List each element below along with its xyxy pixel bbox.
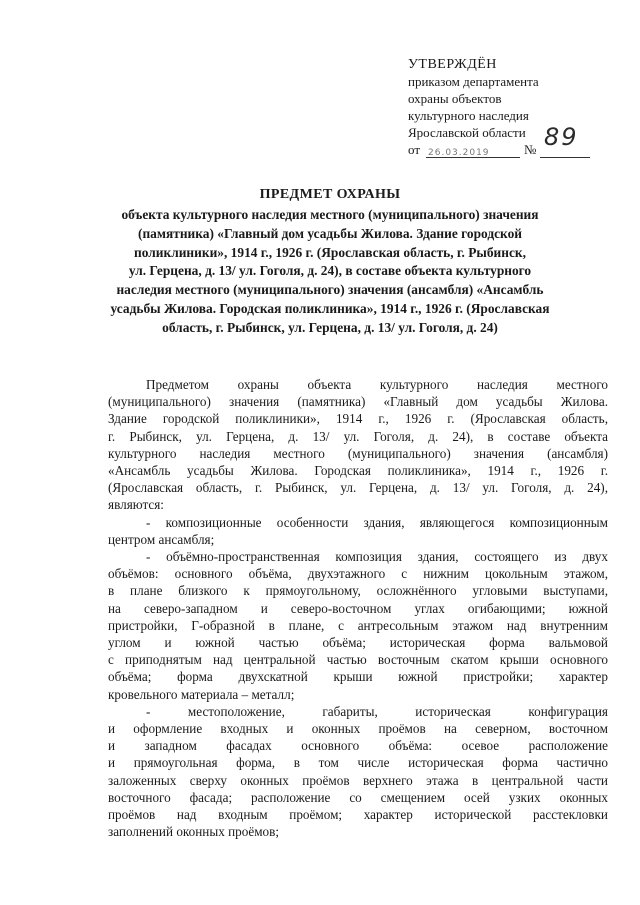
intro-line: Предметом охраны объекта культурного наследия местного — [146, 377, 608, 392]
number-label: № — [524, 142, 537, 157]
document-subtitle — [82, 206, 578, 338]
approval-line: охраны объектов — [408, 91, 502, 106]
document-title: ПРЕДМЕТ ОХРАНЫ — [259, 187, 401, 202]
item-volume-line: - объёмно-пространственная композиция здания, состоящего из двух — [146, 549, 608, 565]
handwritten-number: 89 — [544, 123, 579, 151]
item-volume-line: в плане близкого к прямоугольному, осложнённого угловыми выступами, — [108, 583, 608, 599]
item-openings-line: восточного фасада; расположение со смещением осей узких оконных — [108, 789, 608, 805]
approval-heading: УТВЕРЖДЁН — [408, 57, 497, 72]
item-openings-line: проёмов над входным проёмом; характер исторической расстекловки — [108, 807, 608, 823]
item-volume-line: кровельного материала – металл; — [108, 686, 295, 702]
item-volume-line: пристройки, Г-образной в плане, с антресольным этажом над внутренним — [108, 617, 608, 633]
item-volume-line: объёмов: основного объёма, двухэтажного с нижним цокольным этажом, — [108, 566, 608, 582]
intro-line: «Ансамбль усадьбы Жилова. Городская поликлиника», 1914 г., 1926 г. — [108, 463, 608, 479]
item-openings-line: заполнений оконных проёмов; — [108, 824, 280, 840]
item-composition-line: - композиционные особенности здания, являющегося композиционным — [146, 514, 608, 530]
item-volume-line: углом и южной частью объёма; историческая форма вальмовой — [108, 635, 608, 651]
item-volume-line: с приподнятым над центральной частью восточным скатом крыши основного — [108, 652, 608, 668]
subtitle-line: ул. Герцена, д. 13/ ул. Гоголя, д. 24), в составе объекта культурного — [128, 263, 532, 279]
handwritten-date: 26.03.2019 — [428, 148, 490, 158]
subtitle-line: наследия местного (муниципального) значения (ансамбля) «Ансамбль — [116, 282, 544, 298]
subtitle-line: область, г. Рыбинск, ул. Герцена, д. 13/ ул. Гоголя, д. 24) — [162, 319, 498, 335]
item-openings-line: - местоположение, габариты, историческая конфигурация — [146, 703, 608, 719]
item-openings-line: и прямоугольная форма, в том числе историческая форма частично — [108, 755, 608, 771]
subtitle-line: объекта культурного наследия местного (муниципального) значения — [121, 207, 539, 222]
intro-line: являются: — [108, 497, 164, 513]
item-openings-line: и западном фасадах основного объёма: осевое расположение — [108, 738, 608, 754]
subtitle-line: поликлиники», 1914 г., 1926 г. (Ярославская область, г. Рыбинск, — [134, 244, 526, 260]
approval-line: приказом департамента — [408, 74, 539, 89]
approval-block — [408, 56, 618, 161]
intro-line: г. Рыбинск, ул. Герцена, д. 13/ ул. Гоголя, д. 24), в составе объекта — [108, 428, 608, 444]
intro-line: (муниципального) значения (памятника) «Главный дом усадьбы Жилова. — [108, 394, 608, 410]
number-underline — [540, 157, 590, 158]
item-openings-line: заложенных сверху оконных проёмов верхнего этажа в центральной части — [108, 772, 608, 788]
from-label: от — [408, 142, 421, 157]
document-body — [108, 376, 608, 840]
item-composition-line: центром ансамбля; — [108, 531, 215, 547]
subtitle-line: усадьбы Жилова. Городская поликлиника», 1914 г., 1926 г. (Ярославская — [110, 300, 550, 316]
item-openings-line: и оформление входных и оконных проёмов на северном, восточном — [108, 721, 608, 737]
approval-line: Ярославской области — [408, 125, 526, 140]
intro-line: культурного наследия местного (муниципального) значения (ансамбля) — [108, 445, 608, 461]
approval-line: культурного наследия — [408, 108, 529, 123]
item-volume-line: объёма; форма двухскатной крыши южной пристройки; характер — [108, 669, 608, 685]
intro-line: (Ярославская область, г. Рыбинск, ул. Герцена, д. 13/ ул. Гоголя, д. 24), — [108, 480, 608, 496]
item-volume-line: на северо-западном и северо-восточном углах огибающими; южной — [108, 600, 608, 616]
intro-line: Здание городской поликлиники», 1914 г., 1926 г. (Ярославская область, — [108, 411, 608, 427]
subtitle-line: (памятника) «Главный дом усадьбы Жилова. Здание городской — [138, 225, 522, 241]
